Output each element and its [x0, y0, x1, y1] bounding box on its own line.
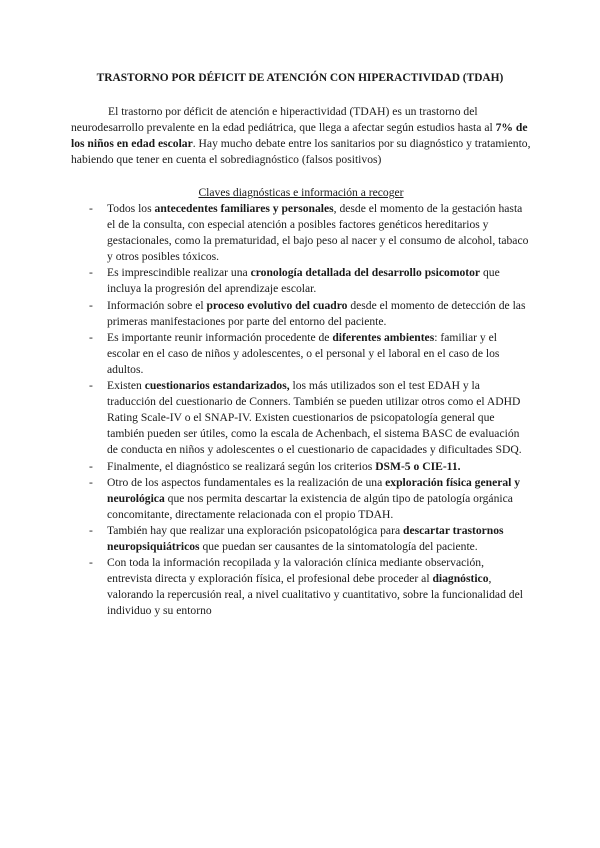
- item-text: Información sobre el: [107, 298, 207, 312]
- item-text: Es importante reunir información procedente de: [107, 330, 333, 344]
- item-bold: cronología detallada del desarrollo psicomotor: [250, 266, 481, 280]
- item-text: , valorando la repercusión real, a nivel cualitativo y cuantitativo, sobre la funcionalidad del individuo y su entorno: [107, 572, 523, 618]
- intro-text-1: El trastorno por déficit de atención e hiperactividad (TDAH) es un trastorno del neurodesarrollo prevalente en la edad pediátrica, que llega a afectar según estudios hasta al: [71, 105, 496, 135]
- item-text: También hay que realizar una exploración psicopatológica para: [107, 523, 403, 537]
- list-item-cuestionarios: [89, 378, 531, 458]
- list-item-diagnostico: [89, 555, 531, 619]
- item-text: Finalmente, el diagnóstico se realizará según los criterios: [107, 459, 376, 473]
- dash-bullet: -: [89, 459, 93, 473]
- item-text: que puedan ser causantes de la sintomatología del paciente.: [199, 539, 478, 553]
- intro-text-2: . Hay mucho debate entre los sanitarios por su diagnóstico y tratamiento, habiendo que tener en cuenta el sobrediagnóstico (falsos positivos): [71, 137, 531, 167]
- item-bold: diagnóstico: [432, 572, 489, 586]
- dash-bullet: -: [89, 202, 93, 215]
- item-text: que nos permita descartar la existencia de algún tipo de patología orgánica concomitante, directamente relacionada con el propio TDAH.: [107, 491, 513, 521]
- item-text: Con toda la información recopilada y la valoración clínica mediante observación, entrevista directa y exploración física, el profesional debe proceder al: [107, 556, 484, 586]
- item-bold: diferentes ambientes: [332, 330, 435, 344]
- item-text: : familiar y el escolar en el caso de niños y adolescentes, o el personal y el laboral en el caso de los adultos.: [107, 330, 500, 376]
- list-item-ambientes: [89, 330, 531, 378]
- item-text: desde el momento de detección de las primeras manifestaciones por parte del entorno del paciente.: [107, 298, 526, 328]
- dash-bullet: -: [89, 266, 93, 280]
- item-text: Es imprescindible realizar una: [107, 266, 251, 280]
- list-item-proceso-evolutivo: [89, 298, 531, 330]
- dash-bullet: -: [89, 379, 93, 393]
- list-item-exploracion-psicopatologica: [89, 523, 531, 555]
- item-bold: cuestionarios estandarizados,: [144, 379, 290, 393]
- intro-paragraph: [71, 104, 531, 168]
- list-item-cronologia: [89, 265, 531, 297]
- section-subtitle: Claves diagnósticas e información a recoger: [198, 186, 404, 199]
- list-item-criterios: [89, 459, 531, 475]
- dash-bullet: -: [89, 298, 93, 312]
- item-bold: descartar trastornos neuropsiquiátricos: [107, 523, 504, 553]
- diagnostic-keys-list: [89, 201, 531, 619]
- item-bold: exploración física general y neurológica: [107, 475, 521, 505]
- intro-bold-prevalence: 7% de los niños en edad escolar: [71, 121, 528, 151]
- item-bold: antecedentes familiares y personales: [154, 202, 334, 215]
- list-item-exploracion-fisica: [89, 475, 531, 523]
- item-text: que incluya la progresión del aprendizaje escolar.: [107, 266, 500, 296]
- item-text: los más utilizados son el test EDAH y la traducción del cuestionario de Conners. También se pueden utilizar otros como el ADHD Rating Scale-IV o el SNAP-IV. Existen cuestionarios de psicopatología general que también pueden ser útiles, como la escala de Achenbach, el sistema BASC de evaluación de conducta en niños y adolescentes o el cuestionario de capacidades y dificultades SDQ.: [107, 379, 522, 457]
- dash-bullet: -: [89, 556, 93, 570]
- item-text: , desde el momento de la gestación hasta el de la consulta, con especial atención a posibles factores genéticos hereditarios y gestacionales, como la prematuridad, el bajo peso al nacer y el consumo de alcohol, tabaco y otros posibles tóxicos.: [107, 202, 529, 264]
- item-text: Existen: [107, 379, 145, 393]
- item-text: Todos los: [107, 202, 155, 215]
- list-item-antecedentes: [89, 201, 531, 265]
- item-text: Otro de los aspectos fundamentales es la realización de una: [107, 475, 386, 489]
- dash-bullet: -: [89, 475, 93, 489]
- item-bold: proceso evolutivo del cuadro: [206, 298, 348, 312]
- dash-bullet: -: [89, 523, 93, 537]
- dash-bullet: -: [89, 330, 93, 344]
- document-title: TRASTORNO POR DÉFICIT DE ATENCIÓN CON HIPERACTIVIDAD (TDAH): [96, 72, 504, 84]
- item-bold: DSM-5 o CIE-11.: [375, 459, 461, 473]
